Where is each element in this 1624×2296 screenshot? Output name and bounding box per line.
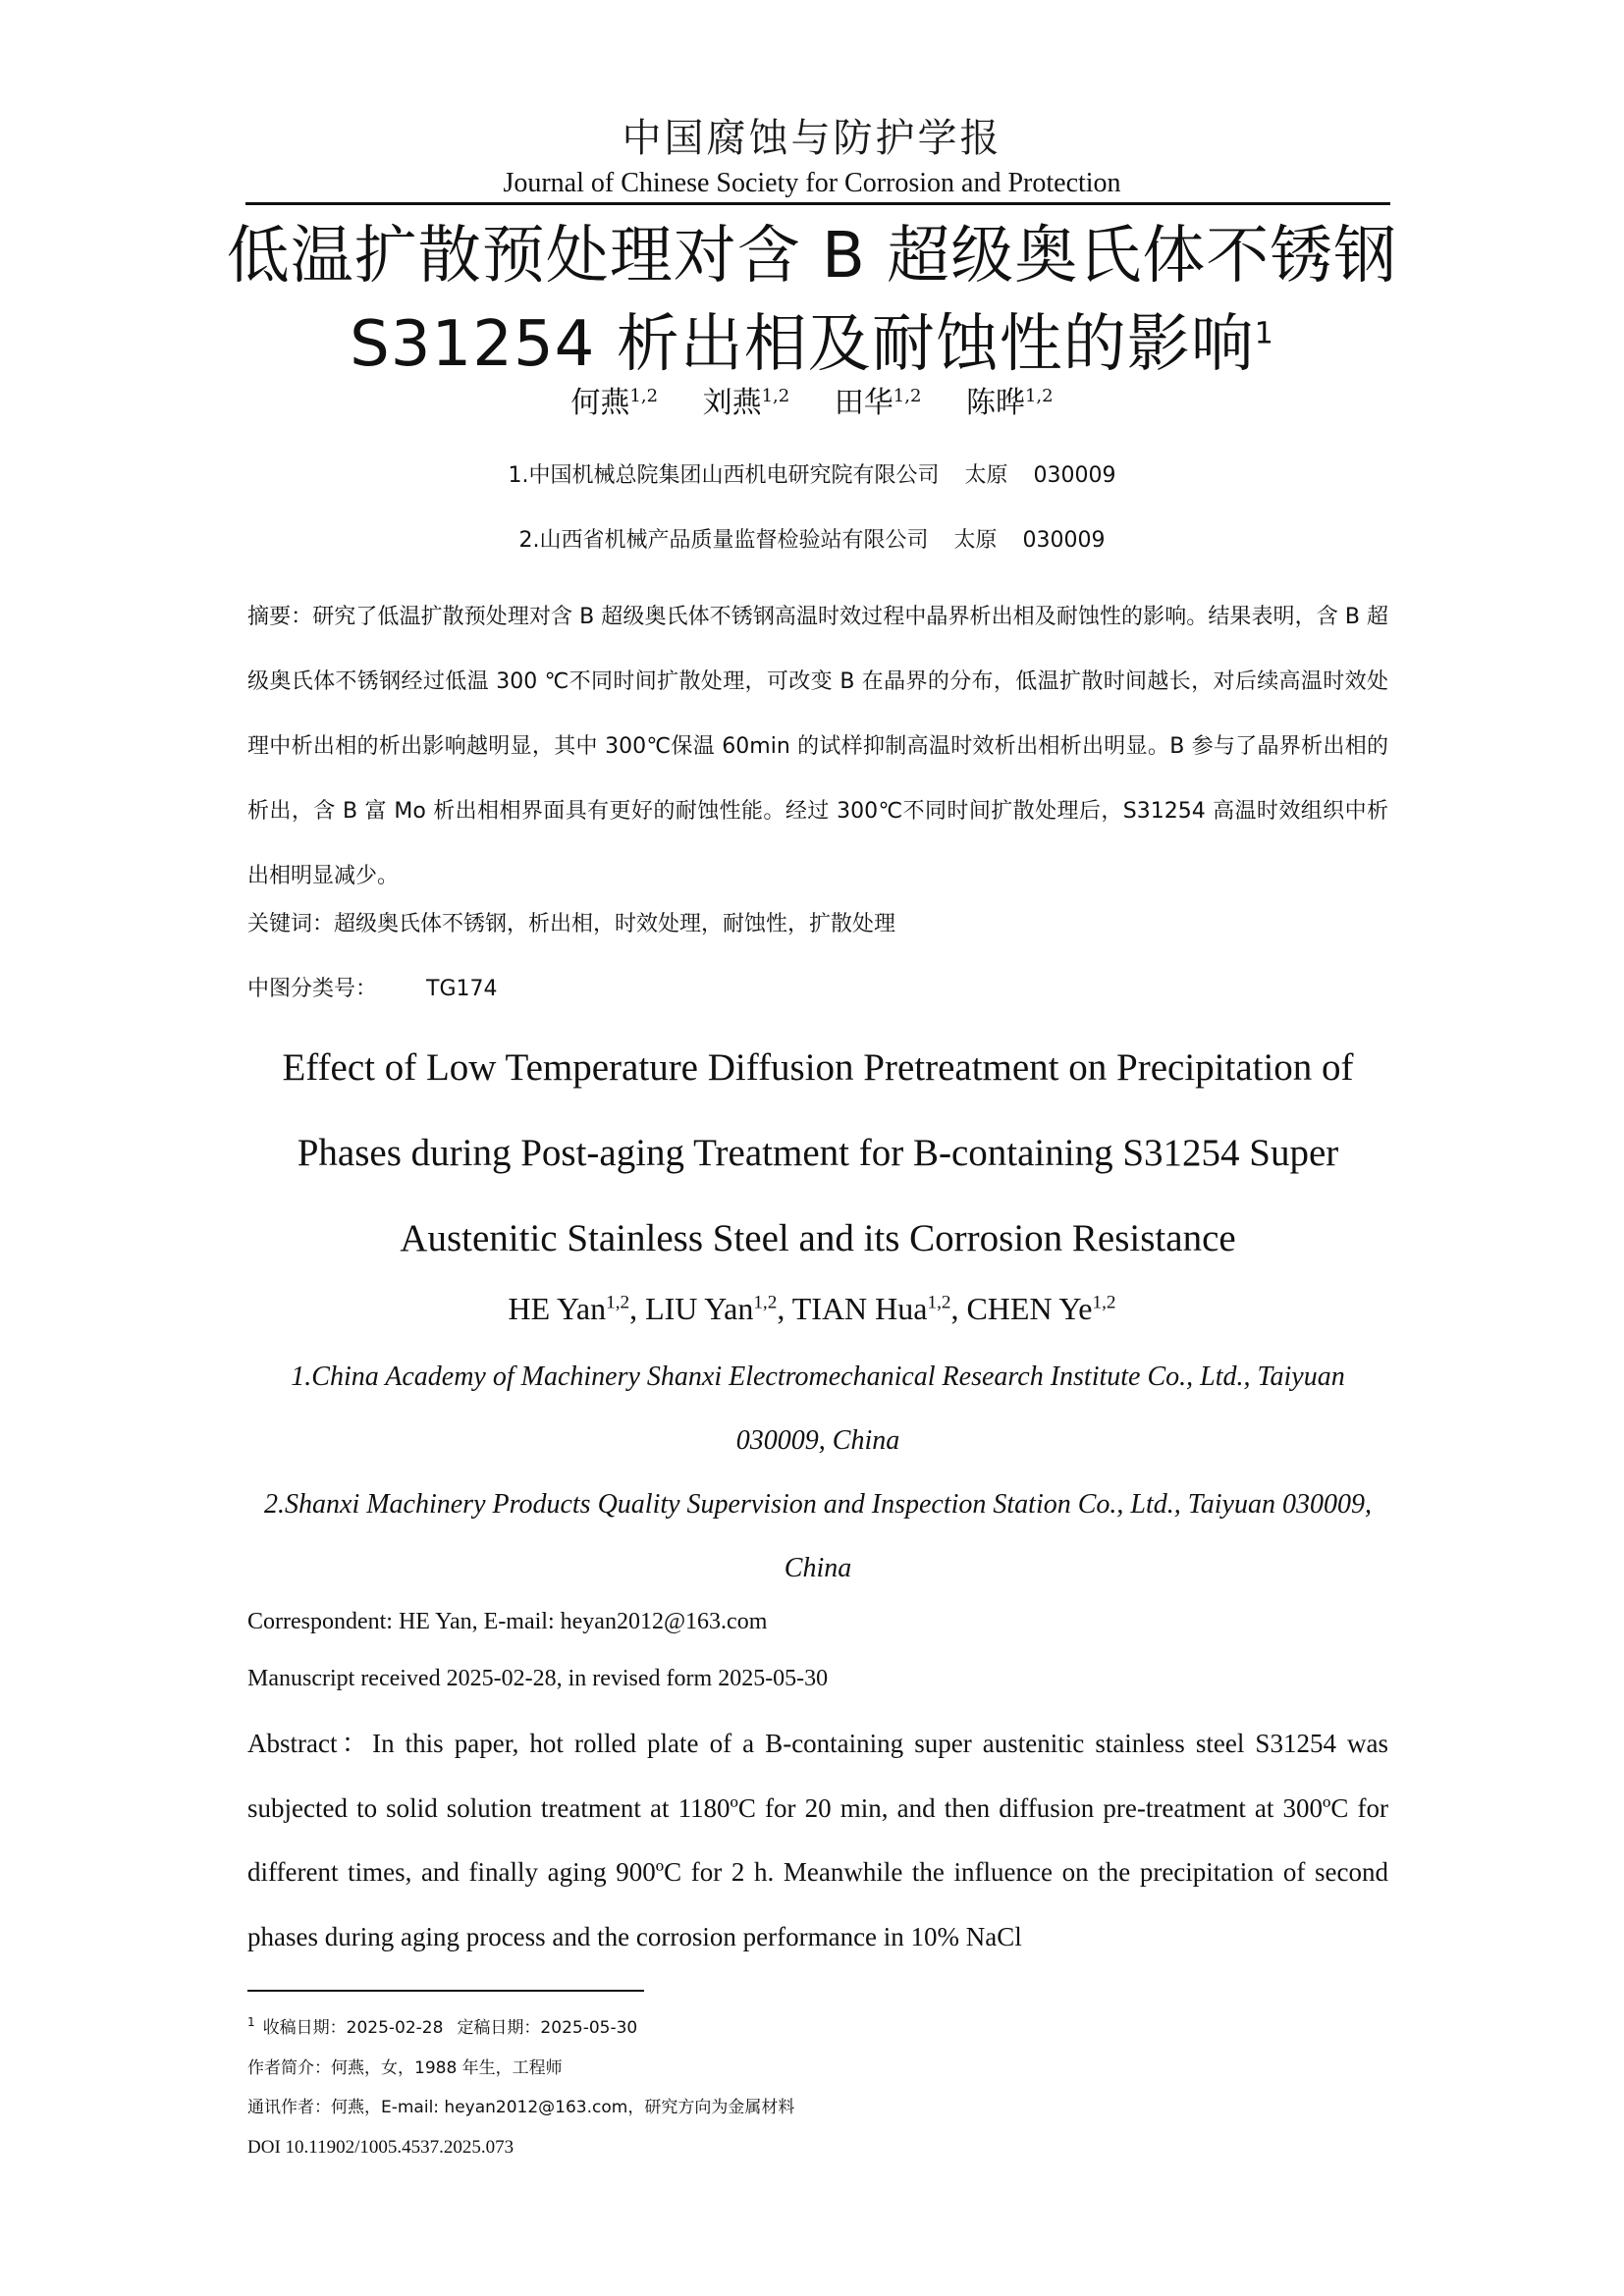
manuscript-dates-en: Manuscript received 2025-02-28, in revised form 2025-05-30: [247, 1666, 829, 1691]
clc-number: [247, 974, 1388, 1005]
abstract-en: Abstract：In this paper, hot rolled plate of a B-containing super austenitic stainless steel S31254 was subjected to solid solution treatment at 1180ºC for 20 min, and then diffusion pre-treatment at 300ºC for different times, and finally aging 900ºC for 2 h. Meanwhile the influence on the precipitation of second phases during aging process and the corrosion performance in 10% NaCl: [247, 1729, 1388, 1951]
author-cn-affiliation-mark: 1,2: [1024, 386, 1054, 406]
author-en-name: HE Yan: [508, 1291, 607, 1326]
title-cn-line-2: [196, 300, 1428, 389]
journal-name-en: Journal of Chinese Society for Corrosion and Protection: [503, 168, 1121, 198]
journal-name-cn: 中国腐蚀与防护学报: [622, 116, 1002, 161]
affiliation-cn-zip: 030009: [1033, 463, 1116, 488]
author-en-name: TIAN Hua: [791, 1291, 928, 1326]
author-en-name: CHEN Ye: [966, 1291, 1093, 1326]
title-cn-line-1: 低温扩散预处理对含 B 超级奥氏体不锈钢: [226, 220, 1398, 293]
author-list-cn: [0, 384, 1624, 423]
affiliation-cn-zip: 030009: [1022, 528, 1106, 553]
correspondent-en: Correspondent: HE Yan, E-mail: heyan2012@163.com: [247, 1609, 768, 1634]
author-separator: ,: [777, 1291, 792, 1326]
footnote-dates: [247, 2015, 1388, 2041]
author-cn-affiliation-mark: 1,2: [629, 386, 659, 406]
footnote-received: 收稿日期：2025-02-28: [262, 2018, 444, 2038]
author-cn: [966, 384, 1054, 423]
author-cn-name: 刘燕: [702, 386, 762, 420]
keywords-cn: 关键词：超级奥氏体不锈钢，析出相，时效处理，耐蚀性，扩散处理: [247, 912, 896, 936]
header-divider: [245, 202, 1390, 205]
author-separator: ,: [629, 1291, 646, 1326]
footnote-doi: DOI 10.11902/1005.4537.2025.073: [247, 2137, 514, 2158]
title-en-line-1: Effect of Low Temperature Diffusion Pretreatment on Precipitation of: [282, 1046, 1354, 1089]
author-cn: [570, 384, 658, 423]
affiliation-cn-2: [0, 526, 1624, 556]
footnote-accepted: 定稿日期：2025-05-30: [457, 2018, 638, 2038]
title-en-line-2: Phases during Post-aging Treatment for B-containing S31254 Super: [297, 1132, 1339, 1174]
author-list-en: [0, 1288, 1624, 1329]
author-en-affiliation-mark: 1,2: [927, 1292, 951, 1313]
title-footnote-mark: 1: [1254, 316, 1274, 351]
author-cn-name: 田华: [834, 386, 893, 420]
affiliation-cn-1: [0, 461, 1624, 491]
affiliation-cn-city: 太原: [964, 463, 1008, 488]
footnote-corresponding: 通讯作者：何燕，E-mail: heyan2012@163.com，研究方向为金属材料: [247, 2098, 795, 2117]
author-en-affiliation-mark: 1,2: [753, 1292, 778, 1313]
author-cn: [835, 384, 922, 423]
clc-value: TG174: [426, 977, 498, 1001]
affiliation-en-1: 1.China Academy of Machinery Shanxi Electromechanical Research Institute Co., Ltd., Taiyuan 030009, China: [291, 1362, 1345, 1456]
footnote-mark: 1: [247, 2015, 255, 2030]
footnote-author-bio: 作者简介：何燕，女，1988 年生，工程师: [247, 2058, 563, 2078]
author-cn-name: 陈晔: [965, 386, 1025, 420]
author-cn-name: 何燕: [570, 386, 630, 420]
paper-title-en: [247, 1025, 1388, 1281]
author-separator: ,: [950, 1291, 967, 1326]
author-en-affiliation-mark: 1,2: [1092, 1292, 1116, 1313]
author-cn-affiliation-mark: 1,2: [893, 386, 922, 406]
clc-label: 中图分类号：: [247, 977, 378, 1001]
affiliation-cn-text: 1.中国机械总院集团山西机电研究院有限公司: [508, 463, 940, 488]
title-cn-line-2-text: S31254 析出相及耐蚀性的影响: [350, 308, 1255, 381]
title-en-line-3: Austenitic Stainless Steel and its Corrosion Resistance: [400, 1217, 1236, 1259]
affiliation-en-2: 2.Shanxi Machinery Products Quality Supervision and Inspection Station Co., Ltd., Taiyuan 030009, China: [264, 1489, 1372, 1583]
author-cn: [703, 384, 790, 423]
author-en-affiliation-mark: 1,2: [606, 1292, 630, 1313]
affiliation-cn-text: 2.山西省机械产品质量监督检验站有限公司: [518, 528, 929, 553]
author-en-name: LIU Yan: [645, 1291, 754, 1326]
affiliation-cn-city: 太原: [953, 528, 998, 553]
abstract-cn: 摘要：研究了低温扩散预处理对含 B 超级奥氏体不锈钢高温时效过程中晶界析出相及耐蚀性的影响。结果表明，含 B 超级奥氏体不锈钢经过低温 300 ℃不同时间扩散处理，可改变 B 在晶界的分布，低温扩散时间越长，对后续高温时效处理中析出相的析出影响越明显，其中 300℃保温 60min 的试样抑制高温时效析出相析出明显。B 参与了晶界析出相的析出，含 B 富 Mo 析出相相界面具有更好的耐蚀性能。经过 300℃不同时间扩散处理后，S31254 高温时效组织中析出相明显减少。: [247, 605, 1388, 888]
paper-title-cn: [196, 212, 1428, 389]
footnote-divider: [247, 1990, 644, 1992]
author-cn-affiliation-mark: 1,2: [761, 386, 790, 406]
